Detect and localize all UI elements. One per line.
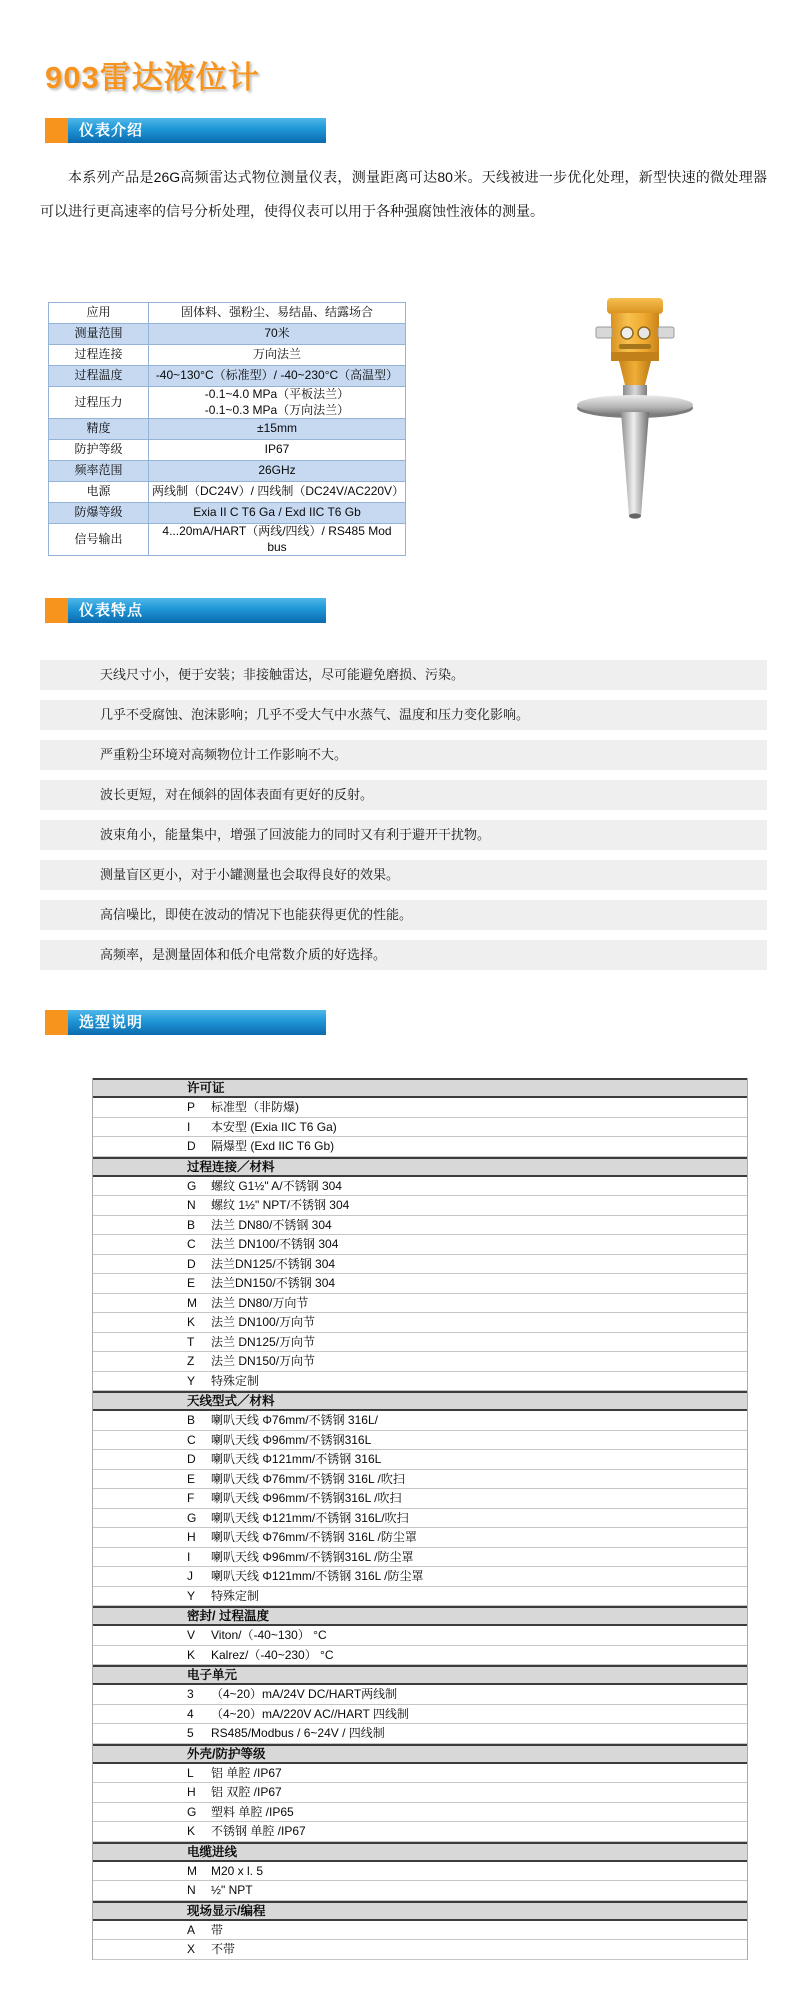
option-description: 标准型（非防爆) — [211, 1100, 299, 1114]
spec-label: 信号输出 — [49, 524, 149, 556]
option-description: 螺纹 G1½" A/不锈钢 304 — [211, 1178, 342, 1193]
option-description: 带 — [211, 1922, 224, 1937]
option-description: 法兰 DN100/万向节 — [211, 1315, 316, 1329]
option-code: L — [187, 1765, 194, 1780]
spec-row — [49, 387, 406, 419]
option-code: H — [187, 1785, 196, 1799]
option-description: 喇叭天线 Φ96mm/不锈钢316L — [211, 1432, 372, 1447]
option-code: I — [187, 1549, 191, 1564]
option-code: J — [187, 1569, 193, 1583]
neck — [619, 361, 651, 385]
selection-option-row — [93, 1313, 747, 1333]
option-code: M — [187, 1295, 197, 1310]
option-code: Y — [187, 1373, 196, 1388]
spec-label: 防护等级 — [49, 440, 149, 461]
radar-gauge-illustration — [565, 292, 715, 534]
selection-option-row — [93, 1196, 747, 1216]
option-code: D — [187, 1139, 196, 1153]
spec-label: 测量范围 — [49, 324, 149, 345]
option-code: N — [187, 1883, 196, 1897]
spec-row — [49, 366, 406, 387]
horn-antenna — [621, 412, 649, 516]
option-description: 特殊定制 — [211, 1373, 260, 1388]
option-description: 喇叭天线 Φ121mm/不锈钢 316L/吹扫 — [211, 1510, 409, 1525]
option-code: D — [187, 1256, 196, 1271]
housing-cap — [607, 298, 663, 314]
selection-option-row — [93, 1724, 747, 1744]
selection-option-row — [93, 1587, 747, 1607]
selection-option-row — [93, 1118, 747, 1138]
option-code: E — [187, 1471, 196, 1486]
cable-gland-left — [596, 327, 612, 338]
option-description: RS485/Modbus / 6~24V / 四线制 — [211, 1726, 385, 1740]
selection-option-row — [93, 1783, 747, 1803]
intro-heading-label: 仪表介绍 — [68, 118, 326, 143]
feature-item: 天线尺寸小，便于安装；非接触雷达，尽可能避免磨损、污染。 — [40, 660, 767, 690]
selection-option-row — [93, 1881, 747, 1901]
spec-label: 过程连接 — [49, 345, 149, 366]
spec-value: -40~130°C（标准型）/ -40~230°C（高温型） — [149, 366, 406, 387]
option-code: M — [187, 1863, 197, 1878]
spec-row — [49, 482, 406, 503]
option-description: 不带 — [211, 1942, 236, 1956]
selection-option-row — [93, 1685, 747, 1705]
selection-option-row — [93, 1216, 747, 1236]
option-description: （4~20）mA/220V AC//HART 四线制 — [211, 1706, 409, 1721]
page-title: 903雷达液位计 — [45, 60, 260, 95]
spec-row — [49, 345, 406, 366]
selection-option-row — [93, 1235, 747, 1255]
option-code: K — [187, 1315, 196, 1329]
spec-value: 固体料、强粉尘、易结晶、结露场合 — [149, 303, 406, 324]
selection-option-row — [93, 1940, 747, 1960]
option-description: 喇叭天线 Φ96mm/不锈钢316L /吹扫 — [211, 1491, 402, 1505]
section-header-intro — [45, 118, 326, 143]
selection-option-row — [93, 1626, 747, 1646]
orange-accent-block — [45, 1010, 68, 1035]
option-code: B — [187, 1413, 196, 1427]
spec-label: 过程压力 — [49, 387, 149, 419]
option-description: Viton/（-40~130） °C — [211, 1628, 327, 1642]
option-code: K — [187, 1824, 196, 1838]
spec-row — [49, 324, 406, 345]
option-description: 法兰DN150/不锈钢 304 — [211, 1276, 336, 1290]
spec-value: 万向法兰 — [149, 345, 406, 366]
selection-option-row — [93, 1352, 747, 1372]
option-code: C — [187, 1432, 196, 1447]
spec-row — [49, 419, 406, 440]
selection-group-header: 外壳/防护等级 — [93, 1744, 747, 1764]
spec-label: 防爆等级 — [49, 503, 149, 524]
intro-paragraph: 本系列产品是26G高频雷达式物位测量仪表，测量距离可达80米。天线被进一步优化处理，新型快速的微处理器可以进行更高速率的信号分析处理，使得仪表可以用于各种强腐蚀性液体的测量。 — [40, 169, 767, 219]
spec-value: 26GHz — [149, 461, 406, 482]
option-description: 喇叭天线 Φ121mm/不锈钢 316L — [211, 1452, 382, 1466]
selection-option-row — [93, 1764, 747, 1784]
selection-option-row — [93, 1548, 747, 1568]
selection-option-row — [93, 1372, 747, 1392]
option-code: Z — [187, 1354, 195, 1368]
option-code: G — [187, 1510, 197, 1525]
selection-option-row — [93, 1509, 747, 1529]
spec-value: -0.1~4.0 MPa（平板法兰） -0.1~0.3 MPa（万向法兰） — [149, 387, 406, 419]
option-description: 不锈钢 单腔 /IP67 — [211, 1824, 306, 1838]
spec-value: 4...20mA/HART（两线/四线）/ RS485 Mod bus — [149, 524, 406, 556]
feature-item: 严重粉尘环境对高频物位计工作影响不大。 — [40, 740, 767, 770]
option-description: 螺纹 1½" NPT/不锈钢 304 — [211, 1198, 350, 1212]
selection-heading-label: 选型说明 — [68, 1010, 326, 1035]
radar-level-gauge-photo — [565, 292, 715, 534]
option-description: 法兰DN125/不锈钢 304 — [211, 1256, 336, 1271]
spec-value: Exia II C T6 Ga / Exd IIC T6 Gb — [149, 503, 406, 524]
option-description: 喇叭天线 Φ76mm/不锈钢 316L/ — [211, 1413, 378, 1427]
selection-group-header: 许可证 — [93, 1078, 747, 1098]
spec-row — [49, 303, 406, 324]
feature-item: 高信噪比，即使在波动的情况下也能获得更优的性能。 — [40, 900, 767, 930]
features-heading-label: 仪表特点 — [68, 598, 326, 623]
feature-item: 测量盲区更小，对于小罐测量也会取得良好的效果。 — [40, 860, 767, 890]
selection-option-row — [93, 1921, 747, 1941]
spec-row — [49, 503, 406, 524]
option-code: E — [187, 1276, 196, 1290]
selection-group-header: 电子单元 — [93, 1665, 747, 1685]
spec-value: IP67 — [149, 440, 406, 461]
housing-slot — [619, 344, 651, 349]
option-code: K — [187, 1647, 196, 1662]
option-code: C — [187, 1237, 196, 1251]
option-description: 塑料 单腔 /IP65 — [211, 1804, 294, 1819]
option-code: F — [187, 1491, 195, 1505]
option-description: M20 x l. 5 — [211, 1863, 264, 1878]
option-description: 喇叭天线 Φ76mm/不锈钢 316L /吹扫 — [211, 1471, 405, 1486]
option-code: I — [187, 1119, 191, 1134]
option-description: 喇叭天线 Φ76mm/不锈钢 316L /防尘罩 — [211, 1530, 417, 1544]
features-list — [40, 660, 767, 980]
option-description: 喇叭天线 Φ96mm/不锈钢316L /防尘罩 — [211, 1549, 414, 1564]
section-header-selection — [45, 1010, 326, 1035]
selection-option-row — [93, 1431, 747, 1451]
feature-item: 波长更短，对在倾斜的固体表面有更好的反射。 — [40, 780, 767, 810]
selection-option-row — [93, 1646, 747, 1666]
option-code: G — [187, 1804, 197, 1819]
selection-option-row — [93, 1177, 747, 1197]
option-description: 特殊定制 — [211, 1588, 260, 1603]
spec-label: 精度 — [49, 419, 149, 440]
selection-option-row — [93, 1705, 747, 1725]
cable-gland-right — [658, 327, 674, 338]
option-description: 喇叭天线 Φ121mm/不锈钢 316L /防尘罩 — [211, 1569, 424, 1583]
spec-label: 电源 — [49, 482, 149, 503]
selection-option-row — [93, 1333, 747, 1353]
selection-option-row — [93, 1294, 747, 1314]
option-code: T — [187, 1334, 195, 1349]
orange-accent-block — [45, 598, 68, 623]
selection-option-row — [93, 1528, 747, 1548]
option-description: 法兰 DN80/不锈钢 304 — [211, 1217, 332, 1232]
option-code: P — [187, 1100, 196, 1114]
spec-row — [49, 461, 406, 482]
section-header-features — [45, 598, 326, 623]
selection-option-row — [93, 1803, 747, 1823]
selection-group-header: 天线型式／材料 — [93, 1391, 747, 1411]
selection-option-row — [93, 1450, 747, 1470]
option-code: 5 — [187, 1726, 194, 1740]
option-code: G — [187, 1178, 197, 1193]
selection-group-header: 电缆进线 — [93, 1842, 747, 1862]
option-description: 法兰 DN100/不锈钢 304 — [211, 1237, 339, 1251]
spec-row — [49, 524, 406, 556]
selection-group-header: 密封/ 过程温度 — [93, 1606, 747, 1626]
option-description: 本安型 (Exia IIC T6 Ga) — [211, 1119, 337, 1134]
spec-label: 频率范围 — [49, 461, 149, 482]
spec-value: 70米 — [149, 324, 406, 345]
spec-table — [48, 302, 406, 556]
option-code: 4 — [187, 1706, 194, 1721]
housing-band — [611, 352, 659, 361]
option-code: D — [187, 1452, 196, 1466]
spec-row — [49, 440, 406, 461]
option-description: 法兰 DN150/万向节 — [211, 1354, 316, 1368]
option-description: Kalrez/（-40~230） °C — [211, 1647, 334, 1662]
option-code: Y — [187, 1588, 196, 1603]
selection-group-header: 过程连接／材料 — [93, 1157, 747, 1177]
horn-tip — [629, 513, 641, 518]
selection-option-row — [93, 1098, 747, 1118]
spec-value: ±15mm — [149, 419, 406, 440]
selection-option-row — [93, 1489, 747, 1509]
option-code: V — [187, 1628, 196, 1642]
option-description: 隔爆型 (Exd IIC T6 Gb) — [211, 1139, 335, 1153]
option-code: N — [187, 1198, 196, 1212]
option-code: 3 — [187, 1687, 194, 1701]
option-code: X — [187, 1942, 196, 1956]
feature-item: 几乎不受腐蚀、泡沫影响；几乎不受大气中水蒸气、温度和压力变化影响。 — [40, 700, 767, 730]
option-description: 法兰 DN125/万向节 — [211, 1334, 316, 1349]
selection-option-row — [93, 1567, 747, 1587]
spec-label: 应用 — [49, 303, 149, 324]
selection-option-row — [93, 1411, 747, 1431]
feature-item: 高频率，是测量固体和低介电常数介质的好选择。 — [40, 940, 767, 970]
feature-item: 波束角小，能量集中，增强了回波能力的同时又有利于避开干扰物。 — [40, 820, 767, 850]
housing-dial-right — [638, 327, 650, 339]
selection-option-row — [93, 1255, 747, 1275]
housing-dial-left — [621, 327, 633, 339]
selection-option-row — [93, 1862, 747, 1882]
option-description: 铝 单腔 /IP67 — [211, 1765, 282, 1780]
option-description: 铝 双腔 /IP67 — [211, 1785, 282, 1799]
option-code: A — [187, 1922, 196, 1937]
selection-option-row — [93, 1274, 747, 1294]
selection-group-header: 现场显示/编程 — [93, 1901, 747, 1921]
selection-option-row — [93, 1137, 747, 1157]
selection-option-row — [93, 1470, 747, 1490]
option-code: B — [187, 1217, 196, 1232]
option-code: H — [187, 1530, 196, 1544]
selection-table — [92, 1078, 748, 1960]
spec-label: 过程温度 — [49, 366, 149, 387]
option-description: ½" NPT — [211, 1883, 253, 1897]
orange-accent-block — [45, 118, 68, 143]
spec-value: 两线制（DC24V）/ 四线制（DC24V/AC220V） — [149, 482, 406, 503]
selection-option-row — [93, 1822, 747, 1842]
option-description: 法兰 DN80/万向节 — [211, 1295, 309, 1310]
option-description: （4~20）mA/24V DC/HART两线制 — [211, 1687, 398, 1701]
